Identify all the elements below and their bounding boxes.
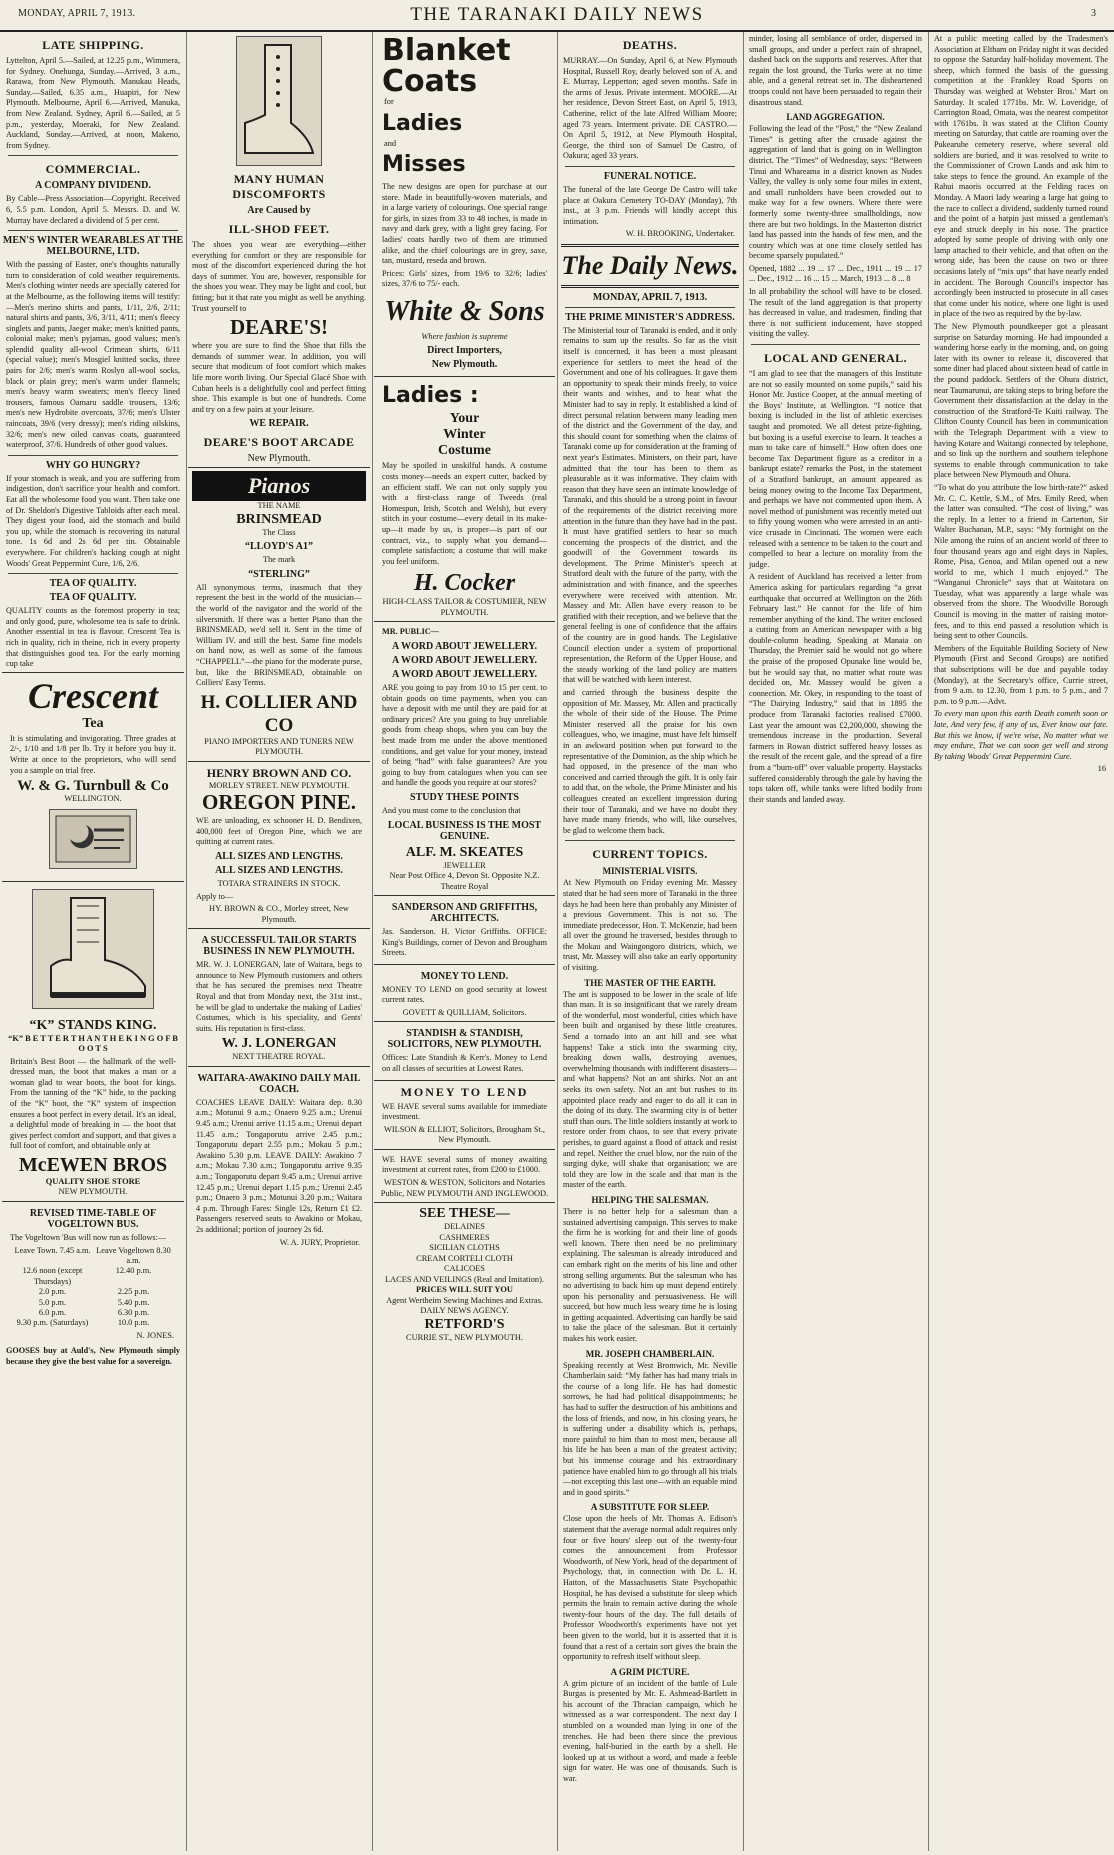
see-item: DAILY NEWS AGENCY. (420, 1306, 509, 1316)
crescent-text: It is stimulating and invigorating. Three grades at 2/-, 1/10 and 1/8 per lb. Try it before you buy it. Write at once to the proprietors, who will send you a sample on trial free. (10, 733, 176, 775)
divider (8, 573, 178, 574)
local-notes-text-4: Members of the Equitable Building Society of New Plymouth (First and Second Groups) are notified that subscriptions will be due and payable today (Monday), at the Secretary's office, Currie street, from 9 a.m. to 12.30, from 1 p.m. to 5 p.m., and 7 p.m. to 9 p.m.—Advt. (934, 643, 1108, 706)
commercial-heading: COMMERCIAL. (45, 162, 141, 177)
land-aggregation-heading: LAND AGGREGATION. (786, 112, 885, 123)
deares-arcade: DEARE'S BOOT ARCADE (203, 435, 355, 450)
whites-logo: White & Sons (384, 295, 545, 327)
weston-text: WE HAVE several sums of money awaiting investment at current rates, from £200 to £1000. (382, 1154, 547, 1175)
column-4 (559, 32, 741, 1855)
turnbull-name: W. & G. Turnbull & Co (17, 778, 169, 795)
deares-name: DEARE'S! (229, 315, 329, 340)
masthead-title: THE TARANAKI DAILY NEWS (410, 4, 704, 25)
column-5 (745, 32, 926, 1855)
piano-name-label: THE NAME (257, 501, 301, 511)
see-item: PRICES WILL SUIT YOU (416, 1285, 513, 1295)
divider (8, 230, 178, 231)
see-these-heading: SEE THESE— (419, 1206, 510, 1222)
discomforts-heading: MANY HUMAN DISCOMFORTS (232, 172, 326, 201)
jewellery-heading-repeat: A WORD ABOUT JEWELLERY. (391, 668, 538, 680)
column-2 (188, 32, 370, 1855)
pm-address-heading: THE PRIME MINISTER'S ADDRESS. (565, 311, 735, 323)
bus-time: 12.40 p.m. (115, 1266, 152, 1276)
bus-signature: N. JONES. (136, 1330, 174, 1340)
sanderson-heading: SANDERSON AND GRIFFITHS, ARCHITECTS. (391, 902, 538, 924)
coach-heading: WAITARA-AWAKINO DAILY MAIL COACH. (197, 1072, 361, 1095)
blanket-line: Blanket (382, 33, 511, 68)
column-rule (928, 32, 929, 1851)
verse-number: 16 (1097, 764, 1106, 774)
money-lend-heading: MONEY TO LEND. (420, 970, 509, 982)
money-lend-ad (374, 964, 555, 1022)
shipping-text: Lyttelton, April 5.—Sailed, at 12.25 p.m., Wimmera, for Sydney. Onehunga, Sunday.—Arrived, 3 a.m., Rarawa, from New Plymouth. Manukau Heads, Sunday.—Sailed, 6.35 a.m., Huapiri, for New Plymouth. Melbourne, April 6.—Arrived, Manuka, from New Zealand. Sydney, April 6.—Sailed, at 5 p.m., yesterday, Moeraki, for New Zealand. Auckland, Sunday.—Arrived, at noon, Makeno, from Sydney. (6, 56, 180, 150)
school-roll-table: Opened, 1882 ... 19 ... 17 ... Dec., 1911 ... 19 ... 17 ... Dec., 1912 ... 16 ... 15 ... March, 1913 ... 8 ... 8 (749, 263, 922, 284)
bus-time: 5.40 p.m. (117, 1297, 150, 1307)
chamberlain-heading: MR. JOSEPH CHAMBERLAIN. (585, 1348, 715, 1359)
hungry-heading: WHY GO HUNGRY? (45, 459, 141, 471)
bus-time: 2.25 p.m. (117, 1287, 150, 1297)
divider (8, 155, 178, 156)
skeates-trade: JEWELLER (443, 860, 486, 870)
bus-time: 10.0 p.m. (117, 1318, 150, 1328)
deares-place: New Plymouth. (247, 453, 311, 465)
master-earth-heading: THE MASTER OF THE EARTH. (584, 977, 716, 988)
see-item: DELAINES (444, 1222, 485, 1232)
local-general-text: “I am glad to see that the managers of this Institute are not so easily mounted on some pupils,” said his Honor Mr. Justice Cooper, at the annual meeting of the Boys' Institute, at Wellington. “I notice that boxing is included in the list of athletic exercises taught and promoted. We all detest prize-fighting, but boxing is a useful exercise to learn. It teaches a man to take care of himself.” How often does one become Tax Department figure as a creditor in a bankrupt estate? remarks the Post, in the statement of a Stratford bankrupt, an amount appeared as being money owing to the Income Tax Department, and perhaps we have not commented upon them. A novel method of punishment was recently meted out to fifty young women who were arrested in an anti-vice crusade in Cincinnati. The women were each released with a sentence to be taken to the court and compelled to hear a lecture on morality from the judge. (749, 369, 922, 569)
column-1 (2, 32, 184, 1855)
dividend-heading: A COMPANY DIVIDEND. (35, 180, 151, 192)
bus-time: 6.0 p.m. (38, 1307, 67, 1317)
page-number: 3 (1091, 8, 1096, 19)
column-rule (372, 32, 373, 1851)
whites-importers: Direct Importers, (427, 345, 502, 357)
misses-line: Misses (382, 152, 466, 177)
local-general-text-2: A resident of Auckland has received a letter from America asking for particulars regarding “a great earthquake that occurred at Wellington on the 26th February last.” He cannot for the life of him remember anything of the kind. The writer enclosed a cutting from an American newspaper with a big double-column heading. Speaking at Manaia on Thursday, the Premier said he would not go where the praise of the proposed Opunake line would be, but he would say that, no matter what route was decided on, Mr. Massey would be given a connection. Mr. Okey, in responding to the toast of “The Dairying Industry,” said that in 1895 the produce from Taranaki factories realised £7000. Last year the amount was £2,200,000, showing the tremendous increase in the production. Several farmers in Rowan district suffered heavy losses as the result of the recent gale, and the spread of a fire from a “burn-off” over valuable property. Haystacks suffered considerably through the gale by having the tops taken off, while tanks were lifted bodily from their stands and landed away. (749, 572, 922, 804)
bus-time: 2.0 p.m. (38, 1287, 67, 1297)
deaths-text: MURRAY.—On Sunday, April 6, at New Plymouth Hospital, Russell Roy, dearly beloved son of A. and E. Murray, Lepperton; aged seven months. Safe in the arms of Jesus. Private interment. MOORE.—At her residence, Devon Street East, on April 5, 1913, Catherine, relict of the late Alfred William Moore; aged 73 years. Interment private. DE CASTRO.—On April 5, 1912, at New Plymouth Hospital, George, the third son of Samuel De Castro, of Oakura; aged 33 years. (563, 56, 737, 161)
gooses-notice: GOOSES buy at Auld's, New Plymouth simply because they give the best value for a sovereign. (6, 1346, 180, 1366)
see-item: Agent Wertheim Sewing Machines and Extras. (386, 1295, 543, 1305)
divider (565, 307, 735, 308)
money-lend-heading-2: MONEY TO LEND (400, 1084, 529, 1099)
sanderson-ad (374, 895, 555, 964)
see-item: CALICOES (444, 1264, 485, 1274)
bus-time: 5.0 p.m. (38, 1297, 67, 1307)
oregon-text: WE are unloading, ex schooner H. D. Bendixen, 400,000 feet of Oregon Pine, which we are quitting at current rates. (196, 816, 362, 847)
piano-brand: BRINSMEAD (236, 511, 322, 527)
k-stands-king: “K” STANDS KING. (29, 1017, 157, 1033)
master-earth-text: The ant is supposed to be lower in the scale of life than man. It is so insignificant that we rarely dream of the wonderful, most wonderful, cities which have been built and organised by these little creatures. Send a tornado into an ant hill and see what happens! Take a stick into the swarming city, breaking down walls, destroying avenues, overwhelming thousands with indifferent disasters—and what happens? Not an ant shirks. Not an ant seeks its own safety. Not an ant but rushes to its appointed place ready and eager to do all it can in the doing of its duty. The swarming city is of better stuff than ours. The little soldiers instantly at work to restore order from chaos, to see that every private perishes, to guard against a flood of attack and resist and repel. Neither the cruel blow, nor the ruin of the surging dyke, will shake that organisation; we are told they are low in the scale and that man is the master of the earth. (563, 989, 737, 1190)
see-item: CASHMERES (439, 1232, 490, 1242)
ladies-line: Ladies (382, 110, 463, 136)
henry-brown-name: HENRY BROWN AND CO. (206, 765, 352, 780)
winter-text: With the passing of Easter, one's thoughts naturally turn to consideration of cold weather requirements. Men's clothing winter needs are specially catered for at the Melbourne, as the following items will testify:—Men's merino shirts and pants, 1/11, 2/6, 2/11; natural shirts and pants, 3/6, 3/11, 4/11; men's fleecy singlets and pants, Jaeger make; men's knitted pants, colonial make; men's pyjamas, good values; men's splendid quality all-wool Crimean shirts, 6/11 (special value); men's Mosgiel knitted socks, three pairs for 2/6; men's warm Roslyn all-wool socks, black or plain grey; men's warm under flannels; men's heavy warm sweaters; men's fleecy lined trousers, famous Oamaru saddle trousers, 13/6; men's new Hydrobite overcoats, 37/6; men's Ulster raincoats, 39/6 (very dressy); men's riding oilskins, 32/6; men's new oiled canvas coats, guaranteed waterproof, 37/6. Hundreds of other good values. (6, 260, 180, 450)
piano-text: All synonymous terms, inasmuch that they represent the best in the world of the musician—the world of the navigator and the world of the silversmith. If there was a better Piano than the BRINSMEAD, we'd sell it. Sent in the time of William IV. and still the best. Same fine models on hand now, as well as some of the famous “CHAPPELL”—the piano for the moderate purse, but, like the BRINSMEAD, obtainable on Colliers' Easy Terms. (196, 582, 362, 688)
standish-heading: STANDISH & STANDISH, SOLICITORS, NEW PLYMOUTH. (387, 1028, 542, 1051)
column-rule (743, 32, 744, 1851)
collier-name: H. COLLIER AND CO (200, 691, 358, 736)
mcewen-place: NEW PLYMOUTH. (58, 1187, 128, 1197)
piano-mark: “STERLING” (248, 568, 310, 580)
retford-address: CURRIE ST., NEW PLYMOUTH. (405, 1332, 524, 1342)
coach-text: COACHES LEAVE DAILY: Waitara dep. 8.30 a.m.; Motunui 9 a.m.; Onaero 9.25 a.m.; Urenui 9.45 a.m.; Urenui arrive 11.15 a.m.; Urenui depart 11.45 a.m.; Tongaporutu arrive 2.45 p.m.; Tongaporutu depart 2.55 p.m.; Mokau 5 p.m.; Awakino 5.30 p.m. LEAVE DAILY: Awakino 7 a.m.; Mokau 7.30 a.m.; Tongaporutu arrive 9.35 a.m.; Tongaporutu depart 9.45 a.m.; Urenui arrive 12.45 p.m.; Urenui depart 1.15 p.m.; Urenui 2.45 p.m.; Onaero 3 p.m.; Motunui 3.20 p.m.; Waitara 4 p.m. Through Fares: Single 12s, Return £1 £2. Passengers reserved seats to Awakino or Mokau, 2s additional; portion of journey 2s 6d. (196, 1097, 362, 1234)
column-3 (374, 32, 555, 1855)
cocker-sub: HIGH-CLASS TAILOR & COSTUMIER, NEW PLYMOUTH. (382, 597, 547, 617)
piano-class: “LLOYD'S A1” (244, 541, 314, 553)
tea-packet-icon (49, 809, 137, 869)
tea-heading: TEA OF QUALITY. (49, 578, 137, 590)
see-item: SICILIAN CLOTHS (429, 1243, 500, 1253)
crescent-tea-ad (2, 672, 184, 881)
tailor-ad (188, 928, 370, 1066)
boot-icon (32, 889, 154, 1009)
ladies-your: Your (449, 411, 480, 427)
tailor-text: MR. W. J. LONERGAN, late of Waitara, begs to announce to New Plymouth customers and others that he has secured the premises next Theatre Royal and that from Monday next, the 31st inst., he will be glad to undertake the making of Ladies' Costumes, which is his speciality, and Gents' suits. His reputation is first-class. (196, 960, 362, 1033)
money-lend-text: MONEY TO LEND on good security at lowest current rates. (382, 984, 547, 1005)
skeates-name: ALF. M. SKEATES (405, 844, 524, 860)
grim-picture-heading: A GRIM PICTURE. (610, 1666, 690, 1677)
oregon-sizes: ALL SIZES AND LENGTHS. (215, 851, 343, 863)
pianos-logo: Pianos (192, 471, 366, 501)
discomforts-kicker: ILL-SHOD FEET. (228, 222, 330, 236)
funeral-text: The funeral of the late George De Castro will take place at Oakura Cemetery TO-DAY (Monday), 7th inst., at 3 p.m. Friends will kindly accept this intimation. (563, 184, 737, 226)
bus-heading: REVISED TIME-TABLE OF VOGELTOWN BUS. (29, 1207, 157, 1230)
henry-brown-ad (188, 761, 370, 928)
ladies-heading: Ladies : (382, 383, 479, 409)
bus-timetable (2, 1201, 184, 1344)
pm-address-text-2: and carried through the business despite the opposition of Mr. Massey, Mr. Allen and practically the whole of their side of the House. The Prime Minister reserved all the praise for his own colleagues, who, we imagine, must have felt himself in an awkward position when put forward to the representative of the Dominion, as the ship which he had opposed, in the presence of the man who conceived and carried through the gift. It is only fair to add that, on the whole, the Prime Minister and his colleagues created an excellent impression during their tour of Taranaki, and we have no doubt they have made many friends, who will, like ourselves, be glad to welcome them back. (563, 688, 737, 835)
henry-brown-address: MORLEY STREET. NEW PLYMOUTH. (208, 780, 350, 790)
grim-picture-text: A grim picture of an incident of the battle of Lule Burgas is presented by Mr. E. Ashmead-Bartlett in his account of the Thracian campaign, which he witnessed as a war correspondent. The next day I stumbled on a wounded man lying in one of the trenches. He had been there since the previous evening, half-buried in the earth by a shell. He looked up at us without a word, and made a feeble sign for water. He was one of thousands. Such is war. (563, 1678, 737, 1784)
column-6 (930, 32, 1112, 1855)
jewellery-intro: MR. PUBLIC— (382, 627, 439, 637)
see-item: LACES AND VEILINGS (Real and Imitation). (385, 1274, 544, 1284)
coats-line: Coats (382, 64, 478, 99)
weston-ad (374, 1149, 555, 1202)
tailor-heading: A SUCCESSFUL TAILOR STARTS BUSINESS IN NEW PLYMOUTH. (201, 935, 357, 958)
jewellery-study: STUDY THESE POINTS (410, 791, 519, 803)
piano-mark-label: The mark (262, 555, 296, 565)
crescent-tea-word: Tea (82, 715, 104, 731)
k-boots-ad (2, 881, 184, 1201)
see-item: CREAM CORTELI CLOTH (416, 1253, 513, 1263)
oregon-signature: HY. BROWN & CO., Morley street, New Plymouth. (209, 904, 349, 924)
cocker-name: H. Cocker (413, 570, 516, 597)
bus-time: 6.30 p.m. (117, 1307, 150, 1317)
retford-name: RETFORD'S (424, 1316, 505, 1332)
k-text: Britain's Best Boot — the hallmark of the well-dressed man, the boot that makes a man or a woman glad to wear boots, the boot for kings. From the tanning of the “K” hide, to the packing of the “K” boot, the “K” system of inspection ensures a boot perfect in every detail. It's an ideal, a delightful mode of breaking in — the boot that gives perfect comfort and support, and that gives a full foot of comfort, and obtainable only at (10, 1056, 176, 1151)
turnbull-place: WELLINGTON. (64, 794, 122, 804)
blanket-text: The new designs are open for purchase at our store. Made in beautifully-woven materials, and in a large variety of colourings. One special range for girls, in sizes from 33 to 48 inches, is made in navy and dark grey, with a light grey facing. For ladies' coats hardly two of them are trimmed alike, and the chief colourings are in grey, saxe, tan, mustard, reseda and brown. (382, 182, 547, 266)
lonergan-name: W. J. LONERGAN (221, 1036, 337, 1052)
ministerial-visits-text: At New Plymouth on Friday evening Mr. Massey stated that he had seen more of Taranaki in the three days he had been here than probably any Minister of a previous Government. This is not so. The immediate predecessor, Hon. T. McKenzie, had been all over the ground he traversed, besides through to the Mokau and Waingongoro districts, which, we trust, Mr. Massey will also take an early opportunity of visiting. (563, 878, 737, 973)
tea-heading-repeat: TEA OF QUALITY. (49, 592, 137, 604)
local-notes-text-1: At a public meeting called by the Tradesmen's Association at Eltham on Friday night it was decided to oppose the Saturday half-holiday movement. The sheep, which formed the basis of the guessing competition at the Frankley Road Sports on Thursday was weighed at Webster Bros.' Mart on Saturday. It scaled 1771bs. Mr. W. Loveridge, of Carrington Road, Omata, was the nearest competitor with 1761bs. It was stated at the Clifton County meeting on Saturday, that cattle are roaming over the Pukearuhe cemetery reserve, where several old soldiers are buried, and it was resolved to write to the Commissioner of Crown Lands and ask him to take steps to fence the ground. An example of the Rahui maoris occurred at the Felding races on Monday. A Maori lady wearing a large hat going to the race to collect a dividend, suddenly turned round and the point of a hatpin just missed a gentleman's eye and struck deeply in his nose. The practice adopted by some people of driving with only one lamp attached to their vehicle, and that often on the wrong side, has been the cause on two or three occasions lately of “mix ups” that have nearly ended in accident. The Borough Council's inspector has accordingly been instructed to prosecute in all cases that come under his notice, where one light is used in place of the two as required by the by-law. (934, 34, 1108, 319)
oregon-heading: OREGON PINE. (201, 790, 356, 815)
peppermint-verse: To every man upon this earth Death cometh soon or late, And very few, if any of us, Ever know our fate. But this we know, if we're wise, No matter what we may endure, That we can soon get well and strong By taking Woods' Great Peppermint Cure. (934, 709, 1108, 761)
ministerial-visits-heading: MINISTERIAL VISITS. (602, 866, 698, 877)
jewellery-ad (374, 621, 555, 895)
divider (751, 344, 920, 345)
divider (8, 455, 178, 456)
sleep-heading: A SUBSTITUTE FOR SLEEP. (590, 1502, 710, 1513)
sanderson-text: Jas. Sanderson. H. Victor Griffiths. OFFICE: King's Buildings, corner of Devon and Brougham Streets. (382, 927, 547, 958)
editorial-date: MONDAY, APRIL 7, 1913. (592, 291, 708, 303)
standish-text: Offices: Late Standish & Kerr's. Money to Lend on all classes of securities at Lowest Rates. (382, 1053, 547, 1074)
ladies-boot-icon (236, 36, 322, 166)
funeral-heading: FUNERAL NOTICE. (603, 170, 697, 182)
bus-time: Leave Vogeltown 8.30 a.m. (96, 1245, 171, 1265)
masthead (0, 0, 1114, 32)
bus-text: The Vogeltown 'Bus will now run as follows:— (10, 1232, 167, 1242)
blanket-for: for (384, 97, 394, 106)
coach-ad (188, 1066, 370, 1251)
bus-time: Leave Town. 7.45 a.m. (14, 1245, 91, 1255)
collier-sub: PIANO IMPORTERS AND TUNERS NEW PLYMOUTH. (204, 736, 354, 757)
crescent-logo: Crescent (28, 675, 158, 716)
bus-time: 12.6 noon (except Thursdays) (22, 1266, 83, 1286)
column-rule (557, 32, 558, 1851)
piano-class-label: The Class (262, 527, 296, 537)
winter-heading: MEN'S WINTER WEARABLES AT THE MELBOURNE, LTD. (2, 235, 184, 258)
money-lend-ad-2 (374, 1080, 555, 1149)
local-notes-text-2: The New Plymouth poundkeeper got a pleasant surprise on Saturday morning. He had impounded a wandering horse early in the morning, and, on going later with its owner to release it, discovered that some diner had placed about sixteen head of cattle in the pound paddock. Settlers of the Ohura district, near Taumarunui, are taking steps to bring before the Government their dissatisfaction at the delay in the construction of the Stratford-Te Kuiti railway. The Clifton County Council has been in communication with the Telegraph Department with a view to having Kotare and Waitangi connected by telephone, and so link up the northern and southern telephone systems to enable through communication to take place between New Plymouth and Ohura. (934, 322, 1108, 480)
k-better-line: “K” B E T T E R T H A N T H E K I N G O F B O O T S (8, 1033, 178, 1054)
daily-news-logo: The Daily News. (561, 244, 739, 288)
battle-continued-text: minder, losing all semblance of order, dispersed in small groups, and under a perfect rain of shrapnel, dashed back on the supports and reserves. After that regain the lost ground, the Turks were at no time able, and a general retreat set in. The disheartened troops could not have been persuaded to regain their disastrous stand. (749, 34, 922, 107)
ladies-costume: Costume (438, 443, 491, 459)
local-general-heading: LOCAL AND GENERAL. (764, 351, 907, 366)
coach-signature: W. A. JURY, Proprietor. (279, 1237, 360, 1247)
salesman-text: There is no better help for a salesman than a sustained advertising campaign. This serves to make the firm he is working for and their line of goods well known. There then need be no preliminary explaining. The salesman is already introduced and can embark right on the merits of his line and other strong selling arguments. But the salesman who has no advertising to back him up must depend entirely upon his personality and persuasiveness. He will succeed, but how much less weary time he is losing in getting acquainted. Advertising can hardly be said to take the place of the salesman. But it certainly makes his work easier. (563, 1206, 737, 1344)
jewellery-text: ARE you going to pay from 10 to 15 per cent. to obtain goods on time payments, when you can have a deposit with me until they are paid for at ordinary prices? Are you going to buy unreliable goods from cheap shops, when you can buy the best made from me under the above mentioned conditions, and get value for your money, instead of being “had” with false guarantees? Are you going to buy from catalogues when you can see and handle the goods you require at our stores? (382, 682, 547, 788)
money-lend-signature-2: WILSON & ELLIOT, Solicitors, Brougham St., New Plymouth. (383, 1124, 546, 1145)
jewellery-heading: A WORD ABOUT JEWELLERY. (391, 640, 538, 652)
mcewen-tag: QUALITY SHOE STORE (45, 1176, 141, 1186)
jewellery-study-text: And you must come to the conclusion that (382, 805, 521, 815)
local-notes-text-3: “To what do you attribute the low birth-rate?” asked Mr. C. C. Kettle, S.M., of Mrs. Emily Reed, when the latter was consulted. “The cost of living,” was the reply. In a letter to a friend in Carterton, Sir Walter Buchanan, M.P., says: “My fortnight on the Nile among the ruins of an ancient world of three to four thousand years ago and eight days in Naples, Rome, Pisa, Genoa, and Milan opened out a new world to me, which I much enjoyed.” The “Wanganui Chronicle” says that at Waitotara on Tuesday, what was apparently a large whale was observed from the shore. The Woodville Borough Council is moving in the matter of raising motor-fees, and to this end passed a resolution which is being sent to other Councils. (934, 482, 1108, 641)
money-lend-signature: GOVETT & QUILLIAM, Solicitors. (402, 1007, 527, 1017)
oregon-sub: TOTARA STRAINERS IN STOCK. (217, 879, 341, 889)
whites-tagline: Where fashion is supreme (421, 331, 508, 341)
retford-ad (374, 1202, 555, 1346)
oregon-sizes-repeat: ALL SIZES AND LENGTHS. (215, 865, 343, 877)
bus-times (12, 1246, 174, 1329)
skeates-address: Near Post Office 4, Devon St. Opposite N.Z. Theatre Royal (389, 871, 540, 891)
weston-signature: WESTON & WESTON, Solicitors and Notaries Public, NEW PLYMOUTH AND INGLEWOOD. (380, 1178, 549, 1198)
current-topics-heading: CURRENT TOPICS. (592, 847, 708, 862)
tea-text: QUALITY counts as the foremost property in tea; and only good, pure, wholesome tea is safe to drink. Another essential in tea is flavour. Crescent Tea is rich in quality, rich in theine, rich in every property that distinguishes good tea. For the early morning cup take (6, 606, 180, 669)
jewellery-heading-repeat: A WORD ABOUT JEWELLERY. (391, 654, 538, 666)
salesman-heading: HELPING THE SALESMAN. (591, 1194, 709, 1205)
deares-text: where you are sure to find the Shoe that fills the demands of summer wear. In addition, you will secure that modicum of foot comfort which makes life more worth living. Our Special Glacé Shoe with Cuban heels is a delightfully cool and perfect fitting shoe. This example is but one of hundreds. Come and try on a few pairs at your leisure. (192, 341, 366, 414)
column-rule (186, 32, 187, 1851)
bus-time: 9.30 p.m. (Saturdays) (16, 1318, 89, 1328)
lonergan-address: NEXT THEATRE ROYAL. (232, 1052, 326, 1062)
standish-ad (374, 1021, 555, 1079)
sleep-text: Close upon the heels of Mr. Thomas A. Edison's statement that the average normal adult requires only four or five hours' sleep out of the twenty-four comes the announcement from Professor Woodworth, of New York, head of the department of Psychology, that, in connection with Dr. L. H. Hatton, of the Massachusetts State Psychopathic Hospital, he has devised a substitute for sleep which permits the brain to remain active during the whole twenty-four hours of the day. The full details of Professor Woodworth's experiments have not yet been given to the world, but it is asserted that it is found that a rest of a certain sort gives the brain the opportunity to refresh itself without sleep. (563, 1514, 737, 1662)
shipping-heading: LATE SHIPPING. (42, 38, 144, 52)
funeral-signature: W. H. BROOKING, Undertaker. (625, 229, 735, 239)
money-lend-text-2: WE HAVE several sums available for immediate investment. (382, 1101, 547, 1122)
hungry-text: If your stomach is weak, and you are suffering from indigestion, don't sacrifice your health and comfort. Eat all the wholesome food you want. Then take one of Dr. Sheldon's Digestive Tabloids after each meal. They digest your food, aid the stomach and build you up, while the stomach is recovering its natural tone. 1s 6d and 2s 6d per tin. Obtainable everywhere. For children's hacking cough at night Woods' Great Peppermint Cure, 1/6, 2/6. (6, 473, 180, 568)
divider (565, 166, 735, 167)
blanket-coats-ad (374, 32, 555, 376)
jewellery-local: LOCAL BUSINESS IS THE MOST GENUINE. (387, 819, 542, 842)
ladies-text: May be spoiled in unskilful hands. A costume costs money—needs an expert cutter, backed by an efficient staff. We can not only supply you with a first-class range of Tweeds (real Homespun, Irish, Scotch and Welsh), but every stitch in your costume—every detail in its make-up—it made by us, is proper—is part of our contract, viz., to supply what you demand—complete satisfaction; a costume that will make you feel uniform. (382, 461, 547, 566)
blanket-and: and (384, 138, 397, 148)
discomforts-sub: Are Caused by (247, 205, 311, 216)
masthead-date: MONDAY, APRIL 7, 1913. (18, 8, 136, 19)
chamberlain-text: Speaking recently at West Bromwich, Mr. Neville Chamberlain said: “My father has had many trials in the course of a long life. He has had domestic sorrows, he had had political disappointments; he has had to suffer the destruction of his ambitions and the loss of friends, and now, in his closing years, he is suffering under a disability which is, perhaps, more painful to him than to most men, because all his life he has been a man of the greatest activity; but his immense courage and his extraordinary patience have enabled him to go through all his trials—not excepting this last one—with an equable mind and in good spirits.” (563, 1360, 737, 1497)
pm-address-text: The Ministerial tour of Taranaki is ended, and it only remains to sum up the results. So far as the visit itself is concerned, it has been a most pleasant experience for settlers to meet the head of the Government and one of his colleagues. It gave them an opportunity to speak their minds freely, to voice their wants and wishes, and to hear what the Minister had to say in reply. It established a kind of direct personal relation between many leading men of the district and the Government of the day, and this should count for something when the claims of Taranaki come up for consideration at the framing of next year's Estimates. Ministers, on their part, have admitted that the tour has been to them as pleasurable as it was informative. They claim with reason that they have seen an intimate knowledge of Taranaki, and this should be a strong point in favour of the requirements of the district receiving more attention in the future than they have had in the past. It must have gratified settlers to hear so much concerning the prospects of the district, and the goodwill of the Government towards its development. The Prime Minister's speech at Stratford dealt with the future of the party, with the administration and with finance, and the speeches everywhere were received with attention. Mr. Massey and Mr. Allen have every reason to be gratified with their reception, and we believe that the general feeling is one of confidence that the affairs of the country are in good hands. The Legislative Council election under a system of proportional representation, the Reform of the Upper House, and the steady working of the land policy are matters that will be watched with keen interest. (563, 325, 737, 685)
discomforts-text: The shoes you wear are everything—either everything for comfort or they are responsible for most of the discomfort experienced during the hot days of summer. You are, however, responsible for the shoes you wear. They may be light and cool, but fitting; but it that rate you might as well be anything. Trust yourself to (192, 240, 366, 313)
divider (565, 840, 735, 841)
deares-repair: WE REPAIR. (249, 418, 309, 430)
oregon-apply: Apply to— (196, 891, 234, 901)
school-roll-note: In all probability the school will have to be closed. The result of the land aggregation is that property has decreased in value, and tradesmen, finding that there is not sufficient inducement, have stopped visiting the valley. (749, 287, 922, 339)
dividend-text: By Cable—Press Association—Copyright. Received 6, 5.5 p.m. London, April 5. Messrs. D. and W. Murray have declared a dividend of 5 per cent. (6, 194, 180, 225)
deaths-heading: DEATHS. (622, 38, 678, 52)
mcewen-name: McEWEN BROS (18, 1153, 168, 1176)
ladies-costume-ad (374, 376, 555, 621)
blanket-prices: Prices: Girls' sizes, from 19/6 to 32/6; ladies' sizes, 37/6 to 75/- each. (382, 268, 547, 289)
ladies-winter: Winter (443, 427, 486, 443)
whites-place: New Plymouth. (431, 359, 498, 371)
land-aggregation-text: Following the lead of the “Post,” the “New Zealand Times” is getting after the crusade against the aggregation of land that is going on in Wellington district. The “Times” of Wednesday, says: “Between Tinui and Whareama in a district known as Nudes Valley, the valley is only some four miles in extent, and small runholders have been crowded out to make way for a few owners. Where there were formerly some twenty-three smallholdings, now there are but two holdings. In the Masterton district land has passed into the hands of few men, and the country which was at one time closely settled has become sparsely populated.” (749, 124, 922, 261)
brinsmead-ad (188, 467, 370, 760)
